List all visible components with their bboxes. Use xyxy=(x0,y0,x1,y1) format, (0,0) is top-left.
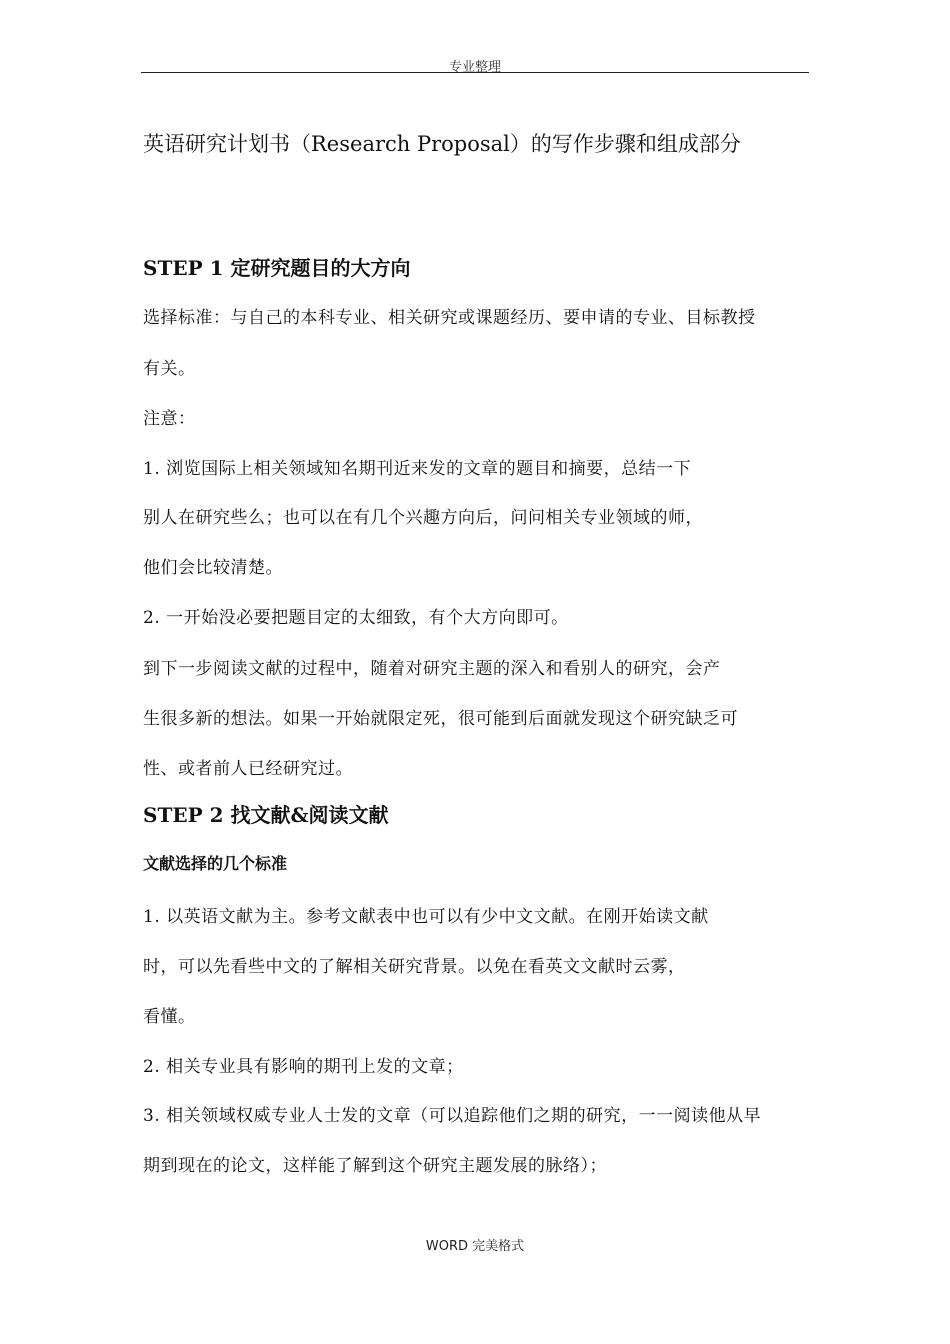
document-title: 英语研究计划书（Research Proposal）的写作步骤和组成部分 xyxy=(143,132,741,156)
paragraph-line: 选择标准：与自己的本科专业、相关研究或课题经历、要申请的专业、目标教授 xyxy=(143,308,756,328)
paragraph-line: 看懂。 xyxy=(143,1007,196,1027)
page-footer: WORD 完美格式 xyxy=(425,1239,525,1254)
paragraph-line: 别人在研究些么；也可以在有几个兴趣方向后，问问相关专业领域的师， xyxy=(143,508,703,528)
paragraph-line: 性、或者前人已经研究过。 xyxy=(143,759,353,779)
paragraph-line: 2. 一开始没必要把题目定的太细致，有个大方向即可。 xyxy=(143,608,569,628)
paragraph-line: 到下一步阅读文献的过程中，随着对研究主题的深入和看别人的研究，会产 xyxy=(143,659,721,679)
page-header: 专业整理 xyxy=(448,60,501,75)
paragraph-line: 有关。 xyxy=(143,359,196,379)
paragraph-line: 2. 相关专业具有影响的期刊上发的文章； xyxy=(143,1057,464,1077)
paragraph-line: 生很多新的想法。如果一开始就限定死，很可能到后面就发现这个研究缺乏可 xyxy=(143,709,738,729)
paragraph-line: 注意： xyxy=(143,409,196,429)
paragraph-line: 1. 以英语文献为主。参考文献表中也可以有少中文文献。在刚开始读文献 xyxy=(143,907,709,927)
paragraph-line: 1. 浏览国际上相关领域知名期刊近来发的文章的题目和摘要，总结一下 xyxy=(143,459,692,479)
paragraph-line: 期到现在的论文，这样能了解到这个研究主题发展的脉络）； xyxy=(143,1156,607,1176)
paragraph-line: 时，可以先看些中文的了解相关研究背景。以免在看英文文献时云雾， xyxy=(143,957,686,977)
step2-heading: STEP 2 找文献&阅读文献 xyxy=(143,803,389,827)
header-divider xyxy=(141,72,809,73)
step1-heading: STEP 1 定研究题目的大方向 xyxy=(143,256,411,280)
paragraph-line: 3. 相关领域权威专业人士发的文章（可以追踪他们之期的研究，一一阅读他从早 xyxy=(143,1106,762,1126)
step2-subheading: 文献选择的几个标准 xyxy=(143,854,288,873)
paragraph-line: 他们会比较清楚。 xyxy=(143,558,283,578)
